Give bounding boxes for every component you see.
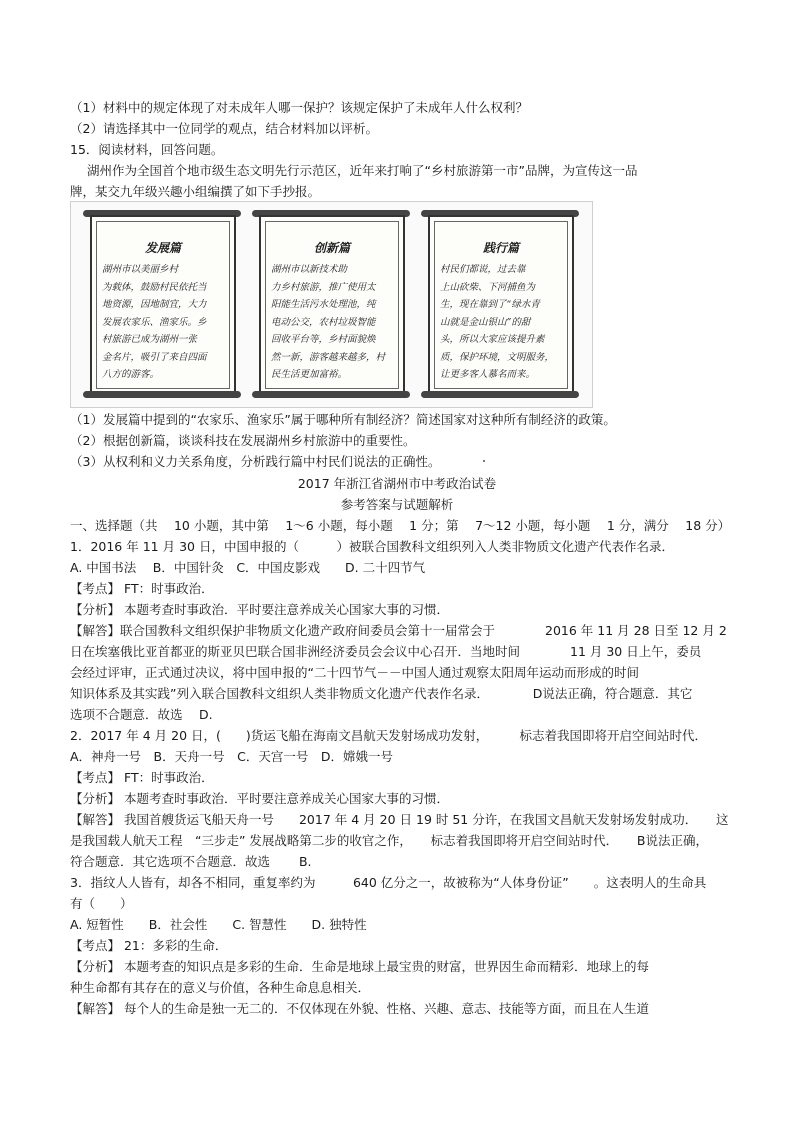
question-15-intro-line-1: 湖州作为全国首个地市级生态文明先行示范区，近年来打响了“乡村旅游第一市”品牌，为宣传这一品	[87, 163, 638, 178]
answer-3-point: 【考点】 21：多彩的生命．	[70, 938, 228, 953]
scroll-title: 践行篇	[482, 241, 519, 255]
answer-2-solution-line-2: 是我国载人航天工程 “三步走” 发展战略第二步的收官之作， 标志着我国即将开启空间站时代． B说法正确，	[70, 833, 709, 848]
question-15-header: 15．阅读材料，回答问题。	[70, 142, 224, 157]
scroll-innovation	[252, 210, 410, 398]
answer-key-title: 2017 年浙江省湖州市中考政治试卷	[297, 476, 497, 491]
scroll-text: 湖州市以新技术助 力乡村旅游，推广使用太 阳能生活污水处理池，纯 电动公交，农村垃圾智能 回收平台等，乡村面貌焕 然一新，游客越来越多，村 民生活更加富裕。	[271, 264, 386, 380]
scroll-practice	[421, 210, 579, 398]
answer-2-stem: 2．2017 年 4 月 20 日，( )货运飞船在海南文昌航天发射场成功发射， 标志着我国即将开启空间站时代．	[70, 728, 707, 743]
answer-3-options: A. 短暂性 B．社会性 C. 智慧性 D. 独特性	[70, 917, 367, 932]
answer-1-options: A. 中国书法 B．中国针灸 C．中国皮影戏 D. 二十四节气	[70, 560, 426, 575]
answer-3-analysis-line-2: 种生命都有其存在的意义与价值，各种生命息息相关．	[70, 980, 371, 995]
answer-1-solution-line-3: 会经过评审，正式通过决议，将中国申报的“二十四节气－－中国人通过观察太阳周年运动而形成的时间	[70, 665, 639, 680]
answer-3-solution-line-1: 【解答】 每个人的生命是独一无二的．不仅体现在外貌、性格、兴趣、意志、技能等方面，而且在人生道	[70, 1001, 649, 1016]
scroll-text: 湖州市以美丽乡村 为载体，鼓励村民依托当 地资源，因地制宜，大力 发展农家乐、渔家乐。乡 村旅游已成为湖州一张 金名片，吸引了来自四面 八方的游客。	[102, 264, 207, 380]
answer-3-analysis-line-1: 【分析】 本题考查的知识点是多彩的生命．生命是地球上最宝贵的财富，世界因生命而精彩．地球上的每	[70, 959, 649, 974]
scroll-paper	[259, 215, 405, 395]
scroll-text: 村民们都说，过去靠 上山砍柴、下河捕鱼为 生，现在靠到了“绿水青 山就是金山银山”的甜 头，所以大家应该提升素 质，保护环境，文明服务， 让更多客人慕名而来。	[440, 264, 555, 380]
answer-1-solution-line-1: 【解答】联合国教科文组织保护非物质文化遗产政府间委员会第十一届常会于 2016 年 11 月 28 日至 12 月 2	[70, 623, 727, 638]
answer-1-solution-line-5: 选项不合题意．故选 D.	[70, 707, 213, 722]
question-14-part-2: （2）请选择其中一位同学的观点，结合材料加以评析。	[70, 121, 378, 136]
scroll-development	[83, 210, 241, 398]
question-14-part-1: （1）材料中的规定体现了对未成年人哪一保护？该规定保护了未成年人什么权利？	[70, 100, 528, 115]
scroll-roll-bottom	[83, 391, 241, 398]
answer-2-options: A．神舟一号 B．天舟一号 C．天宫一号 D．嫦娥一号	[70, 749, 393, 764]
answer-3-stem-line-1: 3．指纹人人皆有，却各不相同，重复率约为 640 亿分之一，故被称为“人体身份证” 。这表明人的生命具	[70, 875, 707, 890]
question-15-part-3: （3）从权利和义力关系角度，分析践行篇中村民们说法的正确性。	[70, 454, 441, 469]
handwritten-newspaper-figure	[70, 201, 593, 408]
scroll-title: 发展篇	[144, 241, 181, 255]
answer-1-stem: 1．2016 年 11 月 30 日，中国申报的（ ）被联合国教科文组织列入人类非物质文化遗产代表作名录．	[70, 539, 674, 554]
stray-dot	[483, 460, 485, 462]
scroll-roll-bottom	[252, 391, 410, 398]
section-heading: 一、选择题（共 10 小题，其中第 1～6 小题，每小题 1 分；第 7～12 小题，每小题 1 分，满分 18 分）	[70, 518, 731, 533]
scroll-paper	[90, 215, 236, 395]
answer-2-point: 【考点】 FT：时事政治．	[70, 770, 214, 785]
answer-1-analysis: 【分析】 本题考查时事政治．平时要注意养成关心国家大事的习惯．	[70, 602, 449, 617]
answer-1-point: 【考点】 FT：时事政治．	[70, 581, 214, 596]
question-15-part-2: （2）根据创新篇，谈谈科技在发展湖州乡村旅游中的重要性。	[70, 433, 416, 448]
answer-2-analysis: 【分析】 本题考查时事政治．平时要注意养成关心国家大事的习惯．	[70, 791, 449, 806]
answer-2-solution-line-3: 符合题意．其它选项不合题意．故选 B.	[70, 854, 312, 869]
scroll-title: 创新篇	[313, 241, 350, 255]
answer-3-stem-line-2: 有（ ）	[70, 896, 133, 911]
answer-1-solution-line-2: 日在埃塞俄比亚首都亚的斯亚贝巴联合国非洲经济委员会会议中心召开．当地时间 11 月 30 日上午，委员	[70, 644, 702, 659]
question-15-intro-line-2: 牌，某交九年级兴趣小组编撰了如下手抄报。	[70, 184, 321, 199]
answer-2-solution-line-1: 【解答】 我国首艘货运飞船天舟一号 2017 年 4 月 20 日 19 时 51 分许，在我国文昌航天发射场发射成功． 这	[70, 812, 729, 827]
answer-key-subtitle: 参考答案与试题解析	[340, 497, 454, 512]
answer-1-solution-line-4: 知识体系及其实践”列入联合国教科文组织人类非物质文化遗产代表作名录． D说法正确，符合题意．其它	[70, 686, 693, 701]
scroll-paper	[428, 215, 574, 395]
scroll-roll-bottom	[421, 391, 579, 398]
question-15-part-1: （1）发展篇中提到的“农家乐、渔家乐”属于哪种所有制经济？简述国家对这种所有制经济的政策。	[70, 412, 616, 427]
